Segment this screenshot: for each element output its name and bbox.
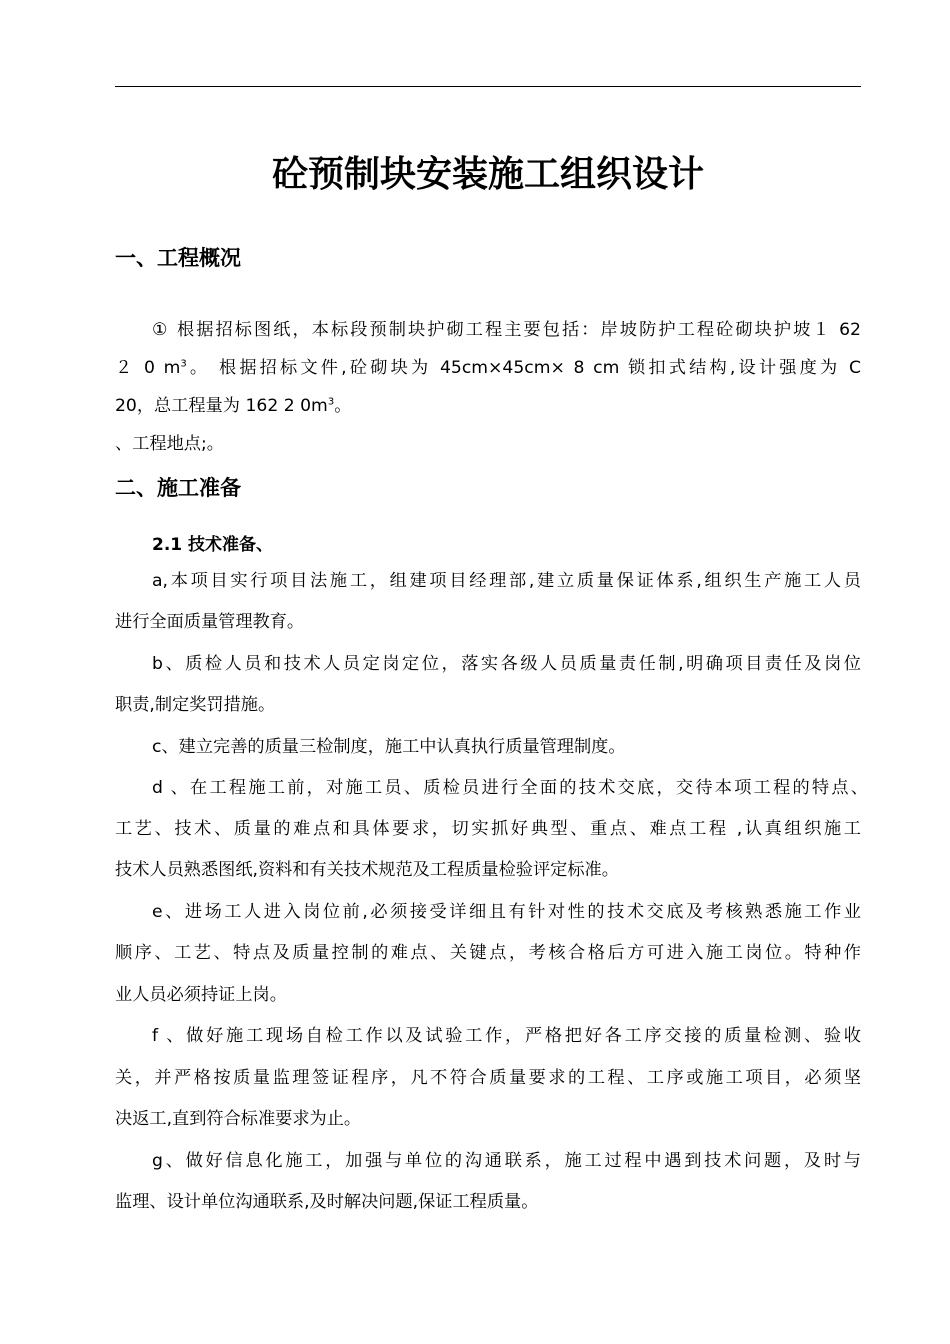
paragraph-line: a,本项目实行项目法施工，组建项目经理部,建立质量保证体系,组织生产施工人员 (152, 571, 861, 591)
document-title: 砼预制块安装施工组织设计 (271, 154, 704, 195)
paragraph-line: d 、在工程施工前，对施工员、质检员进行全面的技术交底，交待本项工程的特点、 (152, 778, 868, 798)
site-line: 、工程地点;。 (115, 434, 224, 454)
paragraph-line: 工艺、技术、质量的难点和具体要求，切实抓好典型、重点、难点工程 ,认真组织施工 (115, 819, 861, 839)
superscript: 3 (327, 396, 335, 408)
paragraph-line: 进行全面质量管理教育。 (115, 612, 305, 632)
paragraph-line: ① 根据招标图纸，本标段预制块护砌工程主要包括：岸坡防护工程砼砌块护坡１ 62 (152, 320, 861, 340)
paragraph-line: e、进场工人进入岗位前,必须接受详细且有针对性的技术交底及考核熟悉施工作业 (152, 902, 861, 922)
paragraph-line: b、质检人员和技术人员定岗定位，落实各级人员质量责任制,明确项目责任及岗位 (152, 654, 861, 674)
paragraph-line: 监理、设计单位沟通联系,及时解决问题,保证工程质量。 (115, 1192, 539, 1212)
paragraph-line: 业人员必须持证上岗。 (115, 985, 287, 1005)
section-heading-preparation: 二、施工准备 (115, 476, 241, 500)
paragraph-line: 技术人员熟悉图纸,资料和有关技术规范及工程质量检验评定标准。 (115, 860, 619, 880)
text-run: 。 (334, 396, 352, 416)
paragraph-line: c、建立完善的质量三检制度，施工中认真执行质量管理制度。 (152, 737, 626, 757)
paragraph-line: f 、做好施工现场自检工作以及试验工作，严格把好各工序交接的质量检测、验收 (152, 1026, 861, 1046)
text-run: 20，总工程量为 162 2 0m (115, 396, 328, 416)
paragraph-line: 顺序、工艺、特点及质量控制的难点、关键点，考核合格后方可进入施工岗位。特种作 (115, 943, 861, 963)
text-run: ２ 0 m (115, 358, 181, 378)
header-rule (115, 86, 861, 87)
paragraph-line (115, 398, 351, 415)
subsection-heading-technical: 2.1 技术准备、 (152, 535, 274, 555)
paragraph-line: g、做好信息化施工，加强与单位的沟通联系，施工过程中遇到技术问题，及时与 (152, 1151, 861, 1171)
section-heading-overview: 一、工程概况 (115, 246, 241, 270)
paragraph-line: 关，并严格按质量监理签证程序，凡不符合质量要求的工程、工序或施工项目，必须坚 (115, 1068, 861, 1088)
paragraph-line: 职责,制定奖罚措施。 (115, 695, 276, 715)
paragraph-line (115, 360, 861, 377)
superscript: 3 (180, 358, 187, 370)
paragraph-line: 决返工,直到符合标准要求为止。 (115, 1109, 362, 1129)
text-run: 。 根据招标文件,砼砌块为 45cm×45cm× 8 cm 锁扣式结构,设计强度为 C (186, 358, 861, 378)
